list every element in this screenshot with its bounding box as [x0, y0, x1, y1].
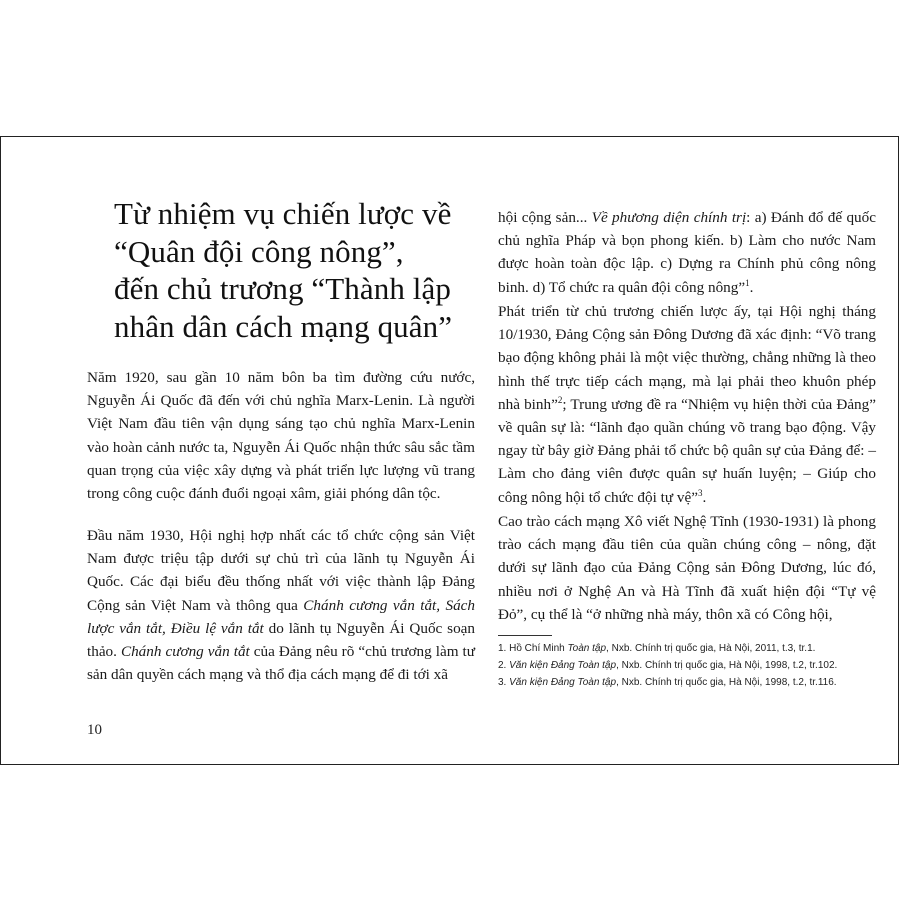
text-run: , Nxb. Chính trị quốc gia, Hà Nội, 1998, t.2, tr.116.	[616, 677, 837, 688]
footnote-divider	[498, 635, 552, 636]
footnote-ref[interactable]: 2	[557, 394, 563, 405]
text-run: , Nxb. Chính trị quốc gia, Hà Nội, 2011, t.3, tr.1.	[606, 643, 816, 654]
title-line: Từ nhiệm vụ chiến lược về	[114, 196, 452, 231]
text-run: .	[749, 278, 754, 296]
right-paragraph-3: Cao trào cách mạng Xô viết Nghệ Tĩnh (1930-1931) là phong trào cách mạng đầu tiên của quần chúng công – nông, đặt dưới sự lãnh đạo của Đảng Cộng sản Đông Dương, lúc đó, nhiều nơi ở Nghệ An và Hà Tĩnh đã xuất hiện đội “Tự vệ Đỏ”, cụ thể là “ở những nhà máy, thôn xã có Công hội,	[498, 513, 876, 623]
title-line: nhân dân cách mạng quân”	[114, 308, 453, 344]
right-paragraph-2	[498, 300, 876, 509]
footnotes	[498, 640, 876, 691]
text-run: : a) Đánh đổ đế quốc chủ nghĩa Pháp và bọn phong kiến. b) Làm cho nước Nam được hoàn toàn độc lập. c) Dựng ra Chính phủ công nông binh. d) Tổ chức ra quân đội công nông”	[498, 209, 876, 296]
title-line: đến chủ trương “Thành lập	[114, 271, 451, 306]
text-run: , Nxb. Chính trị quốc gia, Hà Nội, 1998, t.2, tr.102.	[616, 660, 838, 671]
italic-run: Chánh cương vắn tắt	[120, 643, 250, 661]
italic-run: Về phương diện chính trị	[591, 209, 747, 226]
text-run: do lãnh tụ Nguyễn Ái Quốc soạn thảo.	[87, 619, 475, 661]
left-paragraph-2	[87, 524, 475, 686]
left-paragraph-1: Năm 1920, sau gần 10 năm bôn ba tìm đường cứu nước, Nguyễn Ái Quốc đã đến với chủ nghĩa Marx-Lenin. Là người Việt Nam đầu tiên vận dụng sáng tạo chủ nghĩa Marx-Lenin vào hoàn cảnh nước ta, Nguyễn Ái Quốc nhận thức sâu sắc tầm quan trọng của việc xây dựng và phát triển lực lượng vũ trang trong công cuộc đánh đuổi ngoại xâm, giải phóng dân tộc.	[87, 369, 475, 503]
italic-run: Văn kiện Đảng Toàn tập	[509, 660, 617, 671]
chapter-title-block	[87, 195, 476, 345]
footnote-item	[498, 640, 876, 657]
text-run: .	[702, 488, 707, 506]
text-run: ; Trung ương đề ra “Nhiệm vụ hiện thời của Đảng” về quân sự là: “lãnh đạo quần chúng võ trang bạo động. Vậy ngay từ bây giờ Đảng phải tổ chức bộ quân sự của Đảng để: – Làm cho đảng viên được quân sự huấn luyện; – Giúp cho công nông hội tổ chức đội tự vệ”	[498, 395, 876, 506]
text-run: 3.	[498, 677, 510, 688]
right-paragraph-1	[498, 206, 876, 299]
text-run: 2.	[498, 660, 510, 671]
page-number: 10	[87, 722, 102, 738]
text-run: của Đảng nêu rõ “chủ trương làm tư sản dân quyền cách mạng và thổ địa cách mạng để đi tới xã	[87, 643, 475, 684]
text-run: hội cộng sản...	[498, 209, 592, 226]
footnote-ref[interactable]: 1	[745, 277, 750, 288]
text-run: 1. Hồ Chí Minh	[498, 643, 568, 654]
italic-run: Văn kiện Đảng Toàn tập	[509, 677, 617, 688]
chapter-title	[114, 195, 476, 345]
footnote-item	[498, 674, 876, 691]
italic-run: Chánh cương vắn tắt, Sách lược vắn tắt, Điều lệ vắn tắt	[87, 596, 475, 637]
footnote-ref[interactable]: 3	[697, 487, 703, 498]
italic-run: Toàn tập	[567, 643, 607, 654]
text-run: Phát triển từ chủ trương chiến lược ấy, tại Hội nghị tháng 10/1930, Đảng Cộng sản Đông Dương đã xác định: “Võ trang bạo động không phải là một việc thường, chẳng những là theo hình thế trực tiếp cách mạng, mà lại phải theo khuôn phép nhà binh”	[498, 303, 876, 413]
footnote-item	[498, 657, 876, 674]
text-run: Đầu năm 1930, Hội nghị hợp nhất các tổ chức cộng sản Việt Nam được triệu tập dưới sự chủ trì của lãnh tụ Nguyễn Ái Quốc. Các đại biểu đều thống nhất với việc thành lập Đảng Cộng sản Việt Nam và thông qua	[87, 527, 475, 614]
title-line: “Quân đội công nông”,	[114, 233, 404, 269]
